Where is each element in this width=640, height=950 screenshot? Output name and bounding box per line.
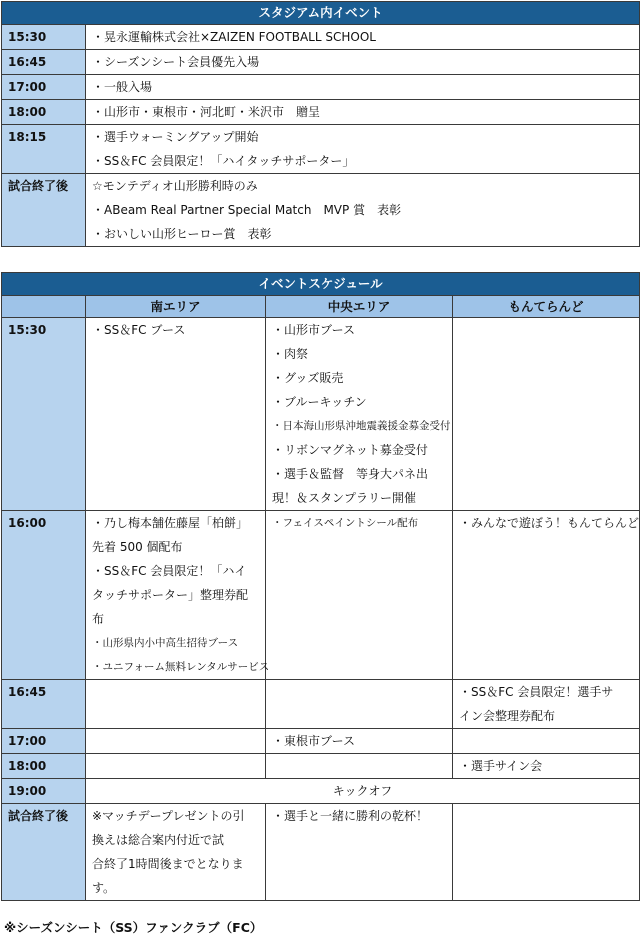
cell-line: タッチサポーター」整理券配	[92, 588, 249, 602]
stadium-events-title: スタジアム内イベント	[2, 2, 640, 25]
cell-line: ・選手ウォーミングアップ開始	[92, 130, 259, 144]
south-cell	[86, 680, 266, 729]
time-cell	[2, 100, 86, 125]
cell-line: ・みんなで遊ぼう！もんてらんど	[459, 516, 640, 530]
time-label: 16:45	[8, 685, 47, 699]
cell-line: ・フェイスペイントシール配布	[272, 517, 419, 529]
empty-line	[92, 729, 265, 753]
center-cell	[266, 318, 453, 511]
event-cell	[86, 174, 640, 247]
cell-line: ・ブルーキッチン	[272, 395, 367, 409]
cell-line: 換えは総合案内付近で試	[92, 833, 225, 847]
schedule-row	[2, 511, 640, 680]
stadium-row	[2, 50, 640, 75]
monte-cell	[453, 318, 640, 511]
header-south-area: 南エリア	[86, 296, 266, 318]
event-schedule-title: イベントスケジュール	[2, 273, 640, 296]
cell-line: す。	[92, 881, 116, 895]
time-label: 19:00	[8, 784, 47, 798]
monte-cell	[453, 511, 640, 680]
stadium-row	[2, 25, 640, 50]
time-label: 16:45	[8, 55, 47, 69]
center-cell	[266, 754, 453, 779]
stadium-events-table	[1, 1, 640, 247]
cell-line: イン会整理券配布	[459, 709, 556, 723]
cell-line: ・乃し梅本舗佐藤屋「柏餅」	[92, 516, 249, 530]
time-cell	[2, 75, 86, 100]
cell-line: ・SS＆FC 会員限定！「ハイ	[92, 564, 247, 578]
empty-line	[459, 804, 639, 828]
cell-line: ・グッズ販売	[272, 371, 344, 385]
cell-line: ・SS＆FC 会員限定！選手サ	[459, 685, 614, 699]
cell-line: ・肉祭	[272, 347, 309, 361]
south-cell	[86, 729, 266, 754]
empty-line	[92, 754, 265, 778]
empty-line	[459, 318, 639, 342]
cell-line: ・おいしい山形ヒーロー賞 表彰	[92, 227, 272, 241]
time-cell	[2, 804, 86, 901]
cell-line: ・ABeam Real Partner Special Match MVP 賞 表彰	[92, 203, 402, 217]
time-label: 17:00	[8, 80, 47, 94]
cell-line: 先着 500 個配布	[92, 540, 183, 554]
cell-line: ※マッチデープレゼントの引	[92, 809, 245, 823]
schedule-row	[2, 754, 640, 779]
time-cell	[2, 125, 86, 174]
cell-line: ・山形市・東根市・河北町・米沢市 贈呈	[92, 105, 321, 119]
cell-line: ☆モンテディオ山形勝利時のみ	[92, 179, 258, 193]
cell-line: ・SS＆FC ブース	[92, 323, 186, 337]
cell-line: ・晃永運輸株式会社×ZAIZEN FOOTBALL SCHOOL	[92, 30, 376, 44]
kickoff-cell	[86, 779, 640, 804]
center-cell	[266, 511, 453, 680]
cell-line: ・選手サイン会	[459, 759, 543, 773]
empty-line	[272, 680, 452, 704]
center-cell	[266, 729, 453, 754]
cell-line: ・選手＆監督 等身大パネ出	[272, 467, 429, 481]
event-cell	[86, 100, 640, 125]
cell-line: ・SS＆FC 会員限定！「ハイタッチサポーター」	[92, 154, 355, 168]
center-cell	[266, 804, 453, 901]
monte-cell	[453, 729, 640, 754]
cell-line: 現！＆スタンプラリー開催	[272, 491, 417, 505]
header-center-area: 中央エリア	[266, 296, 453, 318]
time-cell	[2, 754, 86, 779]
cell-line: 合終了1時間後までとなりま	[92, 857, 244, 871]
header-monteland: もんてらんど	[453, 296, 640, 318]
time-cell	[2, 511, 86, 680]
time-label: 15:30	[8, 30, 47, 44]
stadium-row	[2, 75, 640, 100]
south-cell	[86, 318, 266, 511]
schedule-row	[2, 729, 640, 754]
time-label: 18:00	[8, 105, 47, 119]
cell-line: ・山形県内小中高生招待ブース	[92, 637, 239, 649]
cell-line: ・日本海山形県沖地震義援金募金受付	[272, 420, 451, 432]
time-label: 18:00	[8, 759, 47, 773]
stadium-row	[2, 100, 640, 125]
time-cell	[2, 729, 86, 754]
cell-line: ・一般入場	[92, 80, 153, 94]
south-cell	[86, 511, 270, 680]
south-cell	[86, 804, 266, 901]
monte-cell	[453, 680, 640, 729]
time-label: 15:30	[8, 323, 47, 337]
monte-cell	[453, 804, 640, 901]
stadium-row	[2, 174, 640, 247]
empty-line	[272, 754, 452, 778]
empty-line	[459, 729, 639, 753]
schedule-row	[2, 779, 640, 804]
event-schedule-table	[1, 272, 640, 901]
time-label: 16:00	[8, 516, 47, 530]
time-cell	[2, 25, 86, 50]
header-blank	[2, 296, 86, 318]
event-cell	[86, 75, 640, 100]
time-label: 18:15	[8, 130, 47, 144]
schedule-row	[2, 318, 640, 511]
kickoff-label: キックオフ	[332, 784, 393, 798]
cell-line: ・東根市ブース	[272, 734, 356, 748]
time-cell	[2, 680, 86, 729]
cell-line: 布	[92, 612, 105, 626]
monte-cell	[453, 754, 640, 779]
cell-line: ・山形市ブース	[272, 323, 356, 337]
center-cell	[266, 680, 453, 729]
time-cell	[2, 50, 86, 75]
footnote: ※シーズンシート（SS）ファンクラブ（FC）	[4, 920, 263, 935]
event-cell	[86, 50, 640, 75]
time-label: 17:00	[8, 734, 47, 748]
time-label: 試合終了後	[8, 809, 69, 823]
event-cell	[86, 25, 640, 50]
south-cell	[86, 754, 266, 779]
schedule-row	[2, 804, 640, 901]
cell-line: ・リボンマグネット募金受付	[272, 443, 428, 457]
schedule-row	[2, 680, 640, 729]
cell-line: ・シーズンシート会員優先入場	[92, 55, 260, 69]
stadium-row	[2, 125, 640, 174]
time-label: 試合終了後	[8, 179, 69, 193]
empty-line	[92, 680, 265, 704]
time-cell	[2, 318, 86, 511]
time-cell	[2, 779, 86, 804]
cell-line: ・ユニフォーム無料レンタルサービス	[92, 661, 270, 673]
time-cell	[2, 174, 86, 247]
event-cell	[86, 125, 640, 174]
cell-line: ・選手と一緒に勝利の乾杯！	[272, 809, 429, 823]
